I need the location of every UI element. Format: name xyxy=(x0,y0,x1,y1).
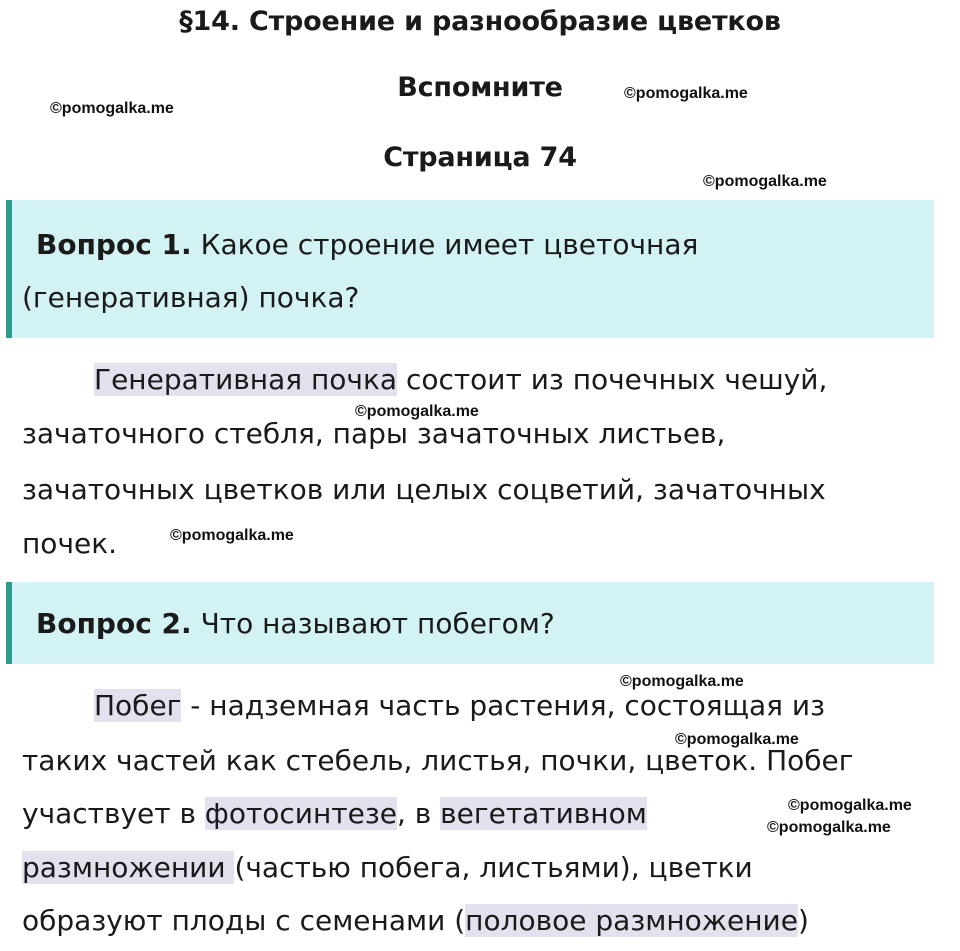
answer-2-line3: участвует в фотосинтезе, в вегетативном xyxy=(22,797,647,830)
watermark: ©pomogalka.me xyxy=(170,527,294,544)
question-2-line: Вопрос 2. Что называют побегом? xyxy=(36,607,555,640)
watermark: ©pomogalka.me xyxy=(50,100,174,117)
subtitle: Вспомните xyxy=(397,72,563,103)
watermark: ©pomogalka.me xyxy=(624,85,748,102)
answer-2-line4: размножении (частью побега, листьями), цветки xyxy=(22,851,753,884)
term-highlight: размножении xyxy=(22,851,235,884)
question-1-label: Вопрос 1. xyxy=(36,228,192,261)
watermark: ©pomogalka.me xyxy=(620,673,744,690)
term-highlight: фотосинтезе xyxy=(204,797,397,830)
term-highlight: половое размножение xyxy=(465,904,798,937)
answer-2-line1: Побег - надземная часть растения, состоящая из xyxy=(94,689,825,722)
question-1-line1: Вопрос 1. Какое строение имеет цветочная xyxy=(36,228,699,261)
question-2-box xyxy=(6,582,934,664)
watermark: ©pomogalka.me xyxy=(675,731,799,748)
answer-2-line2: таких частей как стебель, листья, почки, цветок. Побег xyxy=(22,744,854,777)
watermark: ©pomogalka.me xyxy=(355,403,479,420)
term-highlight: Побег xyxy=(94,689,182,722)
page-number: Страница 74 xyxy=(383,142,577,173)
term-highlight: вегетативном xyxy=(440,797,647,830)
question-1-line2: (генеративная) почка? xyxy=(22,281,360,314)
answer-1-line2: зачаточного стебля, пары зачаточных листьев, xyxy=(22,417,726,450)
watermark: ©pomogalka.me xyxy=(788,797,912,814)
answer-2-line5: образуют плоды с семенами (половое размножение) xyxy=(22,904,809,937)
watermark: ©pomogalka.me xyxy=(767,819,891,836)
question-1-box xyxy=(6,200,934,338)
term-highlight: Генеративная почка xyxy=(94,363,398,396)
watermark: ©pomogalka.me xyxy=(703,173,827,190)
answer-1-line3: зачаточных цветков или целых соцветий, зачаточных xyxy=(22,473,826,506)
section-title: §14. Строение и разнообразие цветков xyxy=(179,6,781,37)
answer-1-line4: почек. xyxy=(22,527,118,560)
answer-1-line1: Генеративная почка состоит из почечных чешуй, xyxy=(94,363,828,396)
question-2-label: Вопрос 2. xyxy=(36,607,192,640)
